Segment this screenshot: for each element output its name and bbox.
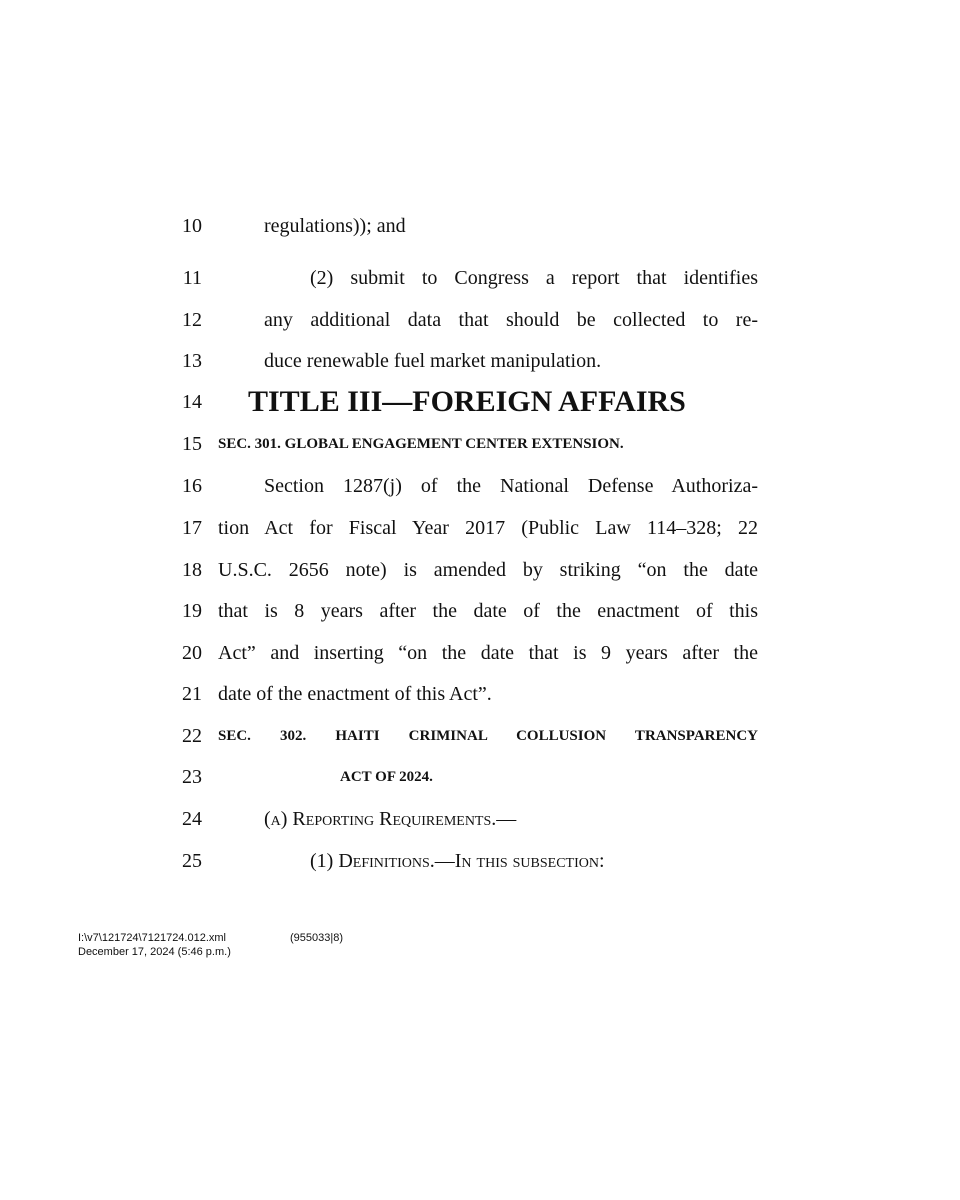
bill-line [0,341,960,381]
line-text: regulations)); and [264,215,406,237]
line-number: 24 [182,808,202,830]
line-number: 16 [182,475,202,497]
line-text: (2) submit to Congress a report that identifies [310,267,758,289]
line-number: 11 [182,267,202,289]
line-text: U.S.C. 2656 note) is amended by striking “on the date [218,559,758,581]
line-number: 10 [182,215,202,237]
bill-line [0,258,960,298]
document-code: (955033|8) [290,932,344,944]
bill-line [0,300,960,340]
line-number: 13 [182,350,202,372]
bill-line [0,206,960,246]
line-text: tion Act for Fiscal Year 2017 (Public Law 114–328; 22 [218,517,758,539]
line-number: 25 [182,850,202,872]
subsection-heading: (a) Reporting Requirements.— [264,808,517,830]
bill-line [0,508,960,548]
clipped-line-10 [0,215,960,246]
line-number: 19 [182,600,202,622]
line-text: duce renewable fuel market manipulation. [264,350,602,372]
line-number: 23 [182,766,202,788]
section-heading: SEC. 301. GLOBAL ENGAGEMENT CENTER EXTENSION. [218,436,624,452]
bill-line [0,382,960,422]
line-text: that is 8 years after the date of the enactment of this [218,600,758,622]
title-heading: TITLE III—FOREIGN AFFAIRS [248,385,686,418]
line-number: 17 [182,517,202,539]
line-text: any additional data that should be collected to re- [264,309,758,331]
bill-line [0,716,960,756]
file-path: I:\v7\121724\7121724.012.xml [78,932,227,944]
line-text: date of the enactment of this Act”. [218,683,492,705]
line-number: 12 [182,309,202,331]
bill-line [0,424,960,464]
section-heading-continued: ACT OF 2024. [340,769,433,785]
line-number: 18 [182,559,202,581]
bill-line [0,591,960,631]
bill-line [0,757,960,797]
line-number: 15 [182,433,202,455]
line-text: Act” and inserting “on the date that is 9 years after the [218,642,758,664]
bill-line [0,799,960,839]
section-heading: SEC. 302. HAITI CRIMINAL COLLUSION TRANSPARENCY [218,728,758,744]
line-number: 21 [182,683,202,705]
bill-line [0,633,960,673]
paragraph-heading: (1) Definitions.—In this subsection: [310,850,605,872]
bill-line [0,674,960,714]
line-number: 20 [182,642,202,664]
line-number: 22 [182,725,202,747]
timestamp: December 17, 2024 (5:46 p.m.) [78,946,231,958]
line-number: 14 [182,391,202,413]
document-footer [78,931,344,959]
bill-line [0,466,960,506]
bill-line [0,550,960,590]
line-text: Section 1287(j) of the National Defense Authoriza- [264,475,758,497]
bill-line [0,841,960,881]
